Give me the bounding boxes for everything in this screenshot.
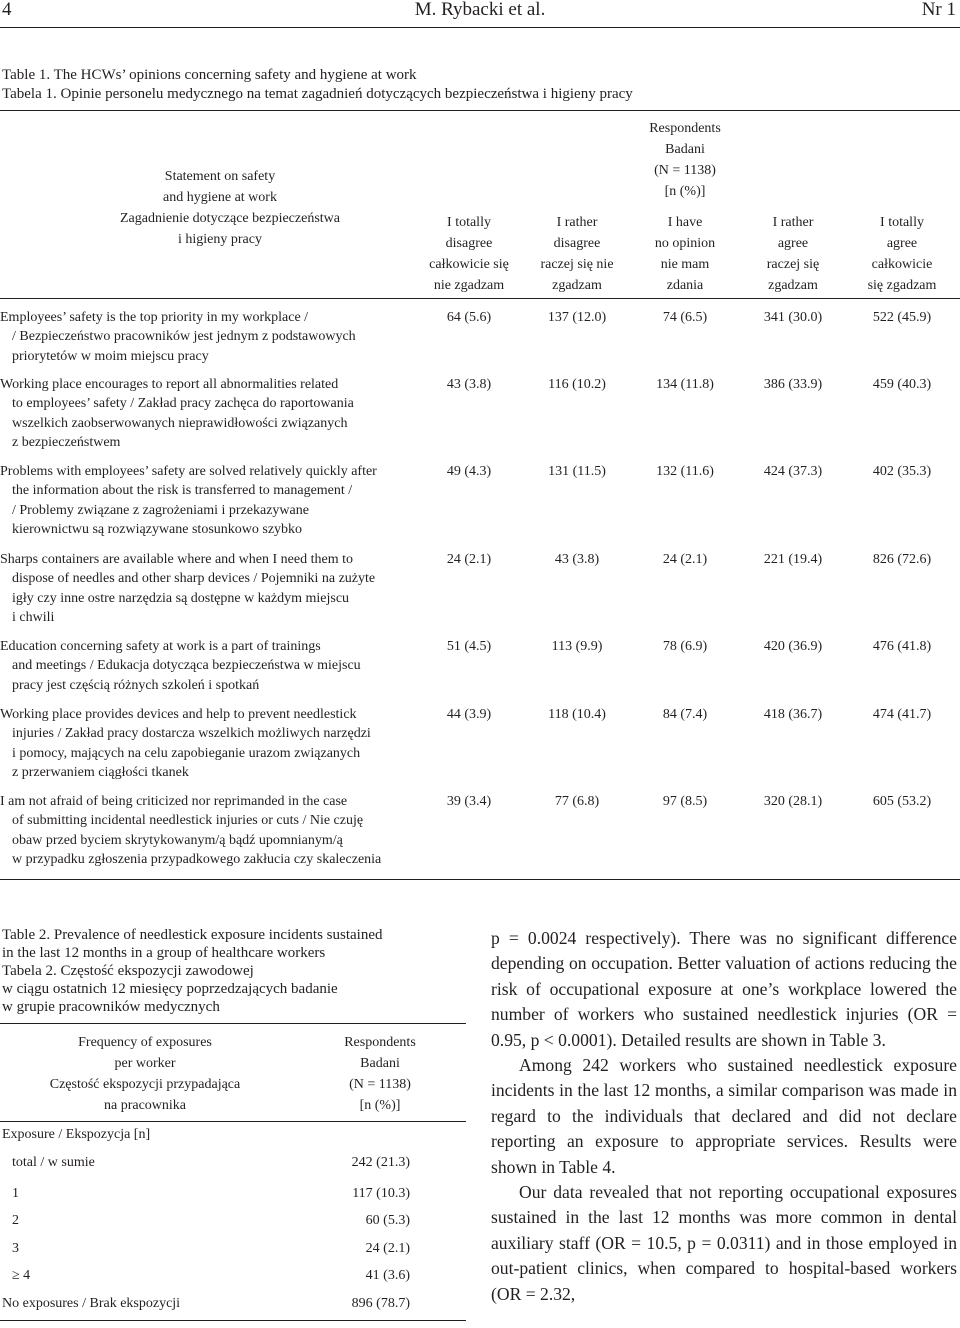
table1-row-statement bbox=[0, 462, 415, 540]
respondents-header-line: [n (%)] bbox=[664, 184, 706, 199]
table2-row-value: 60 (5.3) bbox=[365, 1213, 410, 1228]
col-header-line: nie zgadzam bbox=[433, 278, 505, 293]
respondents-header-line: Badani bbox=[665, 142, 705, 157]
statement-line: and meetings / Edukacja dotycząca bezpieczeństwa w miejscu bbox=[12, 658, 361, 674]
table2-caption-line: w ciągu ostatnich 12 miesięcy poprzedzających badanie bbox=[2, 981, 338, 997]
statement-line: injuries / Zakład pracy dostarcza wszelkich możliwych narzędzi bbox=[12, 726, 371, 742]
table-cell: 77 (6.8) bbox=[554, 794, 600, 809]
table-cell: 402 (35.3) bbox=[872, 464, 932, 479]
table2-caption-line: in the last 12 months in a group of healthcare workers bbox=[2, 945, 326, 961]
statement-line: z przerwaniem ciągłości tkanek bbox=[12, 765, 189, 781]
respondents-header-line: Respondents bbox=[649, 121, 721, 136]
table-cell: 420 (36.9) bbox=[763, 639, 823, 654]
table2-row-value: 41 (3.6) bbox=[365, 1268, 410, 1283]
statement-line: Problems with employees’ safety are solved relatively quickly after bbox=[0, 464, 377, 479]
table2-bottom-rule bbox=[0, 1320, 466, 1321]
statement-line: i chwili bbox=[12, 610, 55, 626]
col-header-line: no opinion bbox=[654, 236, 716, 251]
statement-line: kierownictwu są rozwiązywane stosunkowo szybko bbox=[12, 522, 303, 538]
table1-row-statement bbox=[0, 375, 415, 453]
issue-number: Nr 1 bbox=[921, 0, 956, 20]
table-cell: 116 (10.2) bbox=[548, 377, 606, 392]
table-cell: 74 (6.5) bbox=[662, 310, 708, 325]
col-header-line: I rather bbox=[556, 215, 598, 230]
table2-caption bbox=[2, 926, 442, 1016]
table-cell: 341 (30.0) bbox=[763, 310, 823, 325]
table1-top-rule bbox=[0, 110, 960, 111]
table-cell: 43 (3.8) bbox=[554, 552, 600, 567]
statement-line: Education concerning safety at work is a part of trainings bbox=[0, 639, 321, 654]
table2-caption-line: Table 2. Prevalence of needlestick exposure incidents sustained bbox=[2, 927, 383, 943]
body-text-column bbox=[491, 926, 957, 1307]
statement-line: i pomocy, mających na celu zapobieganie urazom związanych bbox=[12, 745, 361, 761]
statement-line: z bezpieczeństwem bbox=[12, 435, 121, 451]
table-cell: 97 (8.5) bbox=[662, 794, 708, 809]
statement-header-line: Zagadnienie dotyczące bezpieczeństwa bbox=[120, 211, 340, 226]
col-header-line: I rather bbox=[772, 215, 814, 230]
statement-line: Working place encourages to report all abnormalities related bbox=[0, 377, 339, 392]
table2-row-label: 3 bbox=[12, 1241, 19, 1256]
col-header-line: I totally bbox=[880, 215, 924, 230]
table1-row-statement bbox=[0, 792, 415, 870]
table-cell: 134 (11.8) bbox=[656, 377, 714, 392]
table2-no-exposure-label: No exposures / Brak ekspozycji bbox=[2, 1296, 181, 1311]
table1-caption-en: Table 1. The HCWs’ opinions concerning safety and hygiene at work bbox=[2, 67, 417, 83]
body-paragraph: Our data revealed that not reporting occupational exposures sustained in the last 12 months was more common in dental auxiliary staff (OR = 10.5, p = 0.0311) and in those employed in out-patient clinics, when compared to hospital-based workers (OR = 2.32, bbox=[491, 1182, 957, 1304]
col-header-line: zgadzam bbox=[552, 278, 602, 293]
table2-frequency-header bbox=[20, 1032, 270, 1116]
col-header-rather-disagree bbox=[522, 212, 632, 296]
table-cell: 113 (9.9) bbox=[551, 639, 603, 654]
respondents-header-line: (N = 1138) bbox=[654, 163, 716, 178]
statement-line: Working place provides devices and help to prevent needlestick bbox=[0, 707, 357, 722]
table1-caption-pl: Tabela 1. Opinie personelu medycznego na temat zagadnień dotyczących bezpieczeństwa i higieny pracy bbox=[2, 86, 633, 102]
table1-row-statement bbox=[0, 308, 415, 366]
table-cell: 44 (3.9) bbox=[446, 707, 492, 722]
table2-row-value: 242 (21.3) bbox=[351, 1155, 410, 1170]
statement-line: the information about the risk is transferred to management / bbox=[12, 483, 353, 499]
page-number: 4 bbox=[2, 0, 12, 20]
col-header-line: raczej się nie bbox=[540, 257, 614, 272]
body-paragraph: Among 242 workers who sustained needlestick exposure incidents in the last 12 months, a similar comparison was made in regard to the individuals that declared and did not declare reporting an exposure to appropriate services. Results were shown in Table 4. bbox=[491, 1055, 957, 1177]
table-cell: 459 (40.3) bbox=[872, 377, 932, 392]
table-cell: 386 (33.9) bbox=[763, 377, 823, 392]
table-cell: 39 (3.4) bbox=[446, 794, 492, 809]
table2-row-label: 2 bbox=[12, 1213, 19, 1228]
resp-header-line: Badani bbox=[360, 1056, 400, 1071]
statement-line: of submitting incidental needlestick injuries or cuts / Nie czuję bbox=[12, 813, 364, 829]
freq-header-line: Frequency of exposures bbox=[78, 1035, 212, 1050]
col-header-rather-agree bbox=[738, 212, 848, 296]
table-cell: 474 (41.7) bbox=[872, 707, 932, 722]
statement-header-line: and hygiene at work bbox=[163, 190, 277, 205]
table2-caption-line: Tabela 2. Częstość ekspozycji zawodowej bbox=[2, 963, 254, 979]
freq-header-line: Częstość ekspozycji przypadająca bbox=[49, 1077, 241, 1092]
col-header-totally-agree bbox=[847, 212, 957, 296]
table-cell: 118 (10.4) bbox=[548, 707, 606, 722]
col-header-line: całkowicie się bbox=[429, 257, 509, 272]
col-header-totally-disagree bbox=[414, 212, 524, 296]
statement-line: pracy jest częścią różnych szkoleń i spotkań bbox=[12, 677, 260, 693]
freq-header-line: per worker bbox=[114, 1056, 176, 1071]
statement-line: / Problemy związane z zagrożeniami i przekazywane bbox=[12, 502, 309, 518]
col-header-line: raczej się bbox=[766, 257, 820, 272]
col-header-no-opinion bbox=[630, 212, 740, 296]
statement-line: I am not afraid of being criticized nor reprimanded in the case bbox=[0, 794, 348, 809]
col-header-line: całkowicie bbox=[871, 257, 933, 272]
table2-row-value: 24 (2.1) bbox=[365, 1241, 410, 1256]
statement-line: Employees’ safety is the top priority in my workplace / bbox=[0, 310, 309, 325]
respondents-header bbox=[620, 118, 750, 202]
table-cell: 221 (19.4) bbox=[763, 552, 823, 567]
table-cell: 132 (11.6) bbox=[656, 464, 714, 479]
table2-row-label: 1 bbox=[12, 1186, 19, 1201]
table1-row-statement bbox=[0, 637, 415, 695]
resp-header-line: (N = 1138) bbox=[349, 1077, 411, 1092]
table2-row-value: 117 (10.3) bbox=[352, 1186, 410, 1201]
table1-bottom-rule bbox=[0, 879, 960, 880]
col-header-line: disagree bbox=[553, 236, 601, 251]
table-cell: 84 (7.4) bbox=[662, 707, 708, 722]
col-header-line: agree bbox=[777, 236, 809, 251]
table-cell: 605 (53.2) bbox=[872, 794, 932, 809]
table-cell: 522 (45.9) bbox=[872, 310, 932, 325]
table2-section-label: Exposure / Ekspozycja [n] bbox=[2, 1127, 151, 1142]
running-authors: M. Rybacki et al. bbox=[414, 0, 546, 20]
statement-line: Sharps containers are available where and when I need them to bbox=[0, 552, 353, 567]
table-cell: 137 (12.0) bbox=[547, 310, 607, 325]
statement-line: priorytetów w moim miejscu pracy bbox=[12, 348, 209, 364]
statement-line: obaw przed byciem skrytykowanym/ą bądź upomnianym/ą bbox=[12, 832, 343, 848]
table-cell: 64 (5.6) bbox=[446, 310, 492, 325]
col-header-line: nie mam bbox=[660, 257, 710, 272]
statement-line: dispose of needles and other sharp devices / Pojemniki na zużyte bbox=[12, 571, 376, 587]
table2-header-rule bbox=[0, 1121, 466, 1122]
statement-line: w przypadku zgłoszenia przypadkowego zakłucia czy skaleczenia bbox=[12, 852, 382, 868]
table-cell: 476 (41.8) bbox=[872, 639, 932, 654]
col-header-line: I have bbox=[667, 215, 703, 230]
table2-respondents-header bbox=[320, 1032, 440, 1116]
table2-caption-line: w grupie pracowników medycznych bbox=[2, 999, 220, 1015]
statement-header-line: Statement on safety bbox=[164, 169, 276, 184]
header-rule bbox=[0, 27, 960, 28]
table-cell: 424 (37.3) bbox=[763, 464, 823, 479]
col-header-line: się zgadzam bbox=[867, 278, 937, 293]
table1-row-statement bbox=[0, 705, 415, 783]
table2-row-label: total / w sumie bbox=[12, 1155, 95, 1170]
table1-row-statement bbox=[0, 550, 415, 628]
table-cell: 51 (4.5) bbox=[446, 639, 492, 654]
table-cell: 131 (11.5) bbox=[548, 464, 606, 479]
statement-line: / Bezpieczeństwo pracowników jest jednym z podstawowych bbox=[12, 329, 356, 345]
table-cell: 24 (2.1) bbox=[662, 552, 708, 567]
statement-header bbox=[120, 166, 340, 250]
col-header-line: agree bbox=[886, 236, 918, 251]
resp-header-line: [n (%)] bbox=[359, 1098, 401, 1113]
statement-line: igły czy inne ostre narzędzia są dostępne w każdym miejscu bbox=[12, 590, 350, 606]
table-cell: 78 (6.9) bbox=[662, 639, 708, 654]
col-header-line: zdania bbox=[666, 278, 704, 293]
table-cell: 418 (36.7) bbox=[763, 707, 823, 722]
col-header-line: I totally bbox=[447, 215, 491, 230]
table-cell: 826 (72.6) bbox=[872, 552, 932, 567]
table2-no-exposure-value: 896 (78.7) bbox=[351, 1296, 410, 1311]
body-paragraph: p = 0.0024 respectively). There was no significant difference depending on occupation. Better valuation of actions reducing the risk of occupational exposure at one’s workplace lowered the number of workers who sustained needlestick injuries (OR = 0.95, p < 0.0001). Detailed results are shown in Table 3. bbox=[491, 928, 957, 1050]
table-cell: 49 (4.3) bbox=[446, 464, 492, 479]
col-header-line: disagree bbox=[445, 236, 493, 251]
table-cell: 320 (28.1) bbox=[763, 794, 823, 809]
table-cell: 43 (3.8) bbox=[446, 377, 492, 392]
table1-header-rule bbox=[0, 298, 960, 299]
resp-header-line: Respondents bbox=[344, 1035, 416, 1050]
table2-row-label: ≥ 4 bbox=[12, 1268, 31, 1283]
statement-header-line: i higieny pracy bbox=[178, 232, 262, 247]
statement-line: to employees’ safety / Zakład pracy zachęca do raportowania bbox=[12, 396, 354, 412]
table-cell: 24 (2.1) bbox=[446, 552, 492, 567]
col-header-line: zgadzam bbox=[768, 278, 818, 293]
table2-top-rule bbox=[0, 1023, 466, 1024]
statement-line: wszelkich zaobserwowanych nieprawidłowości związanych bbox=[12, 415, 348, 431]
freq-header-line: na pracownika bbox=[103, 1098, 187, 1113]
